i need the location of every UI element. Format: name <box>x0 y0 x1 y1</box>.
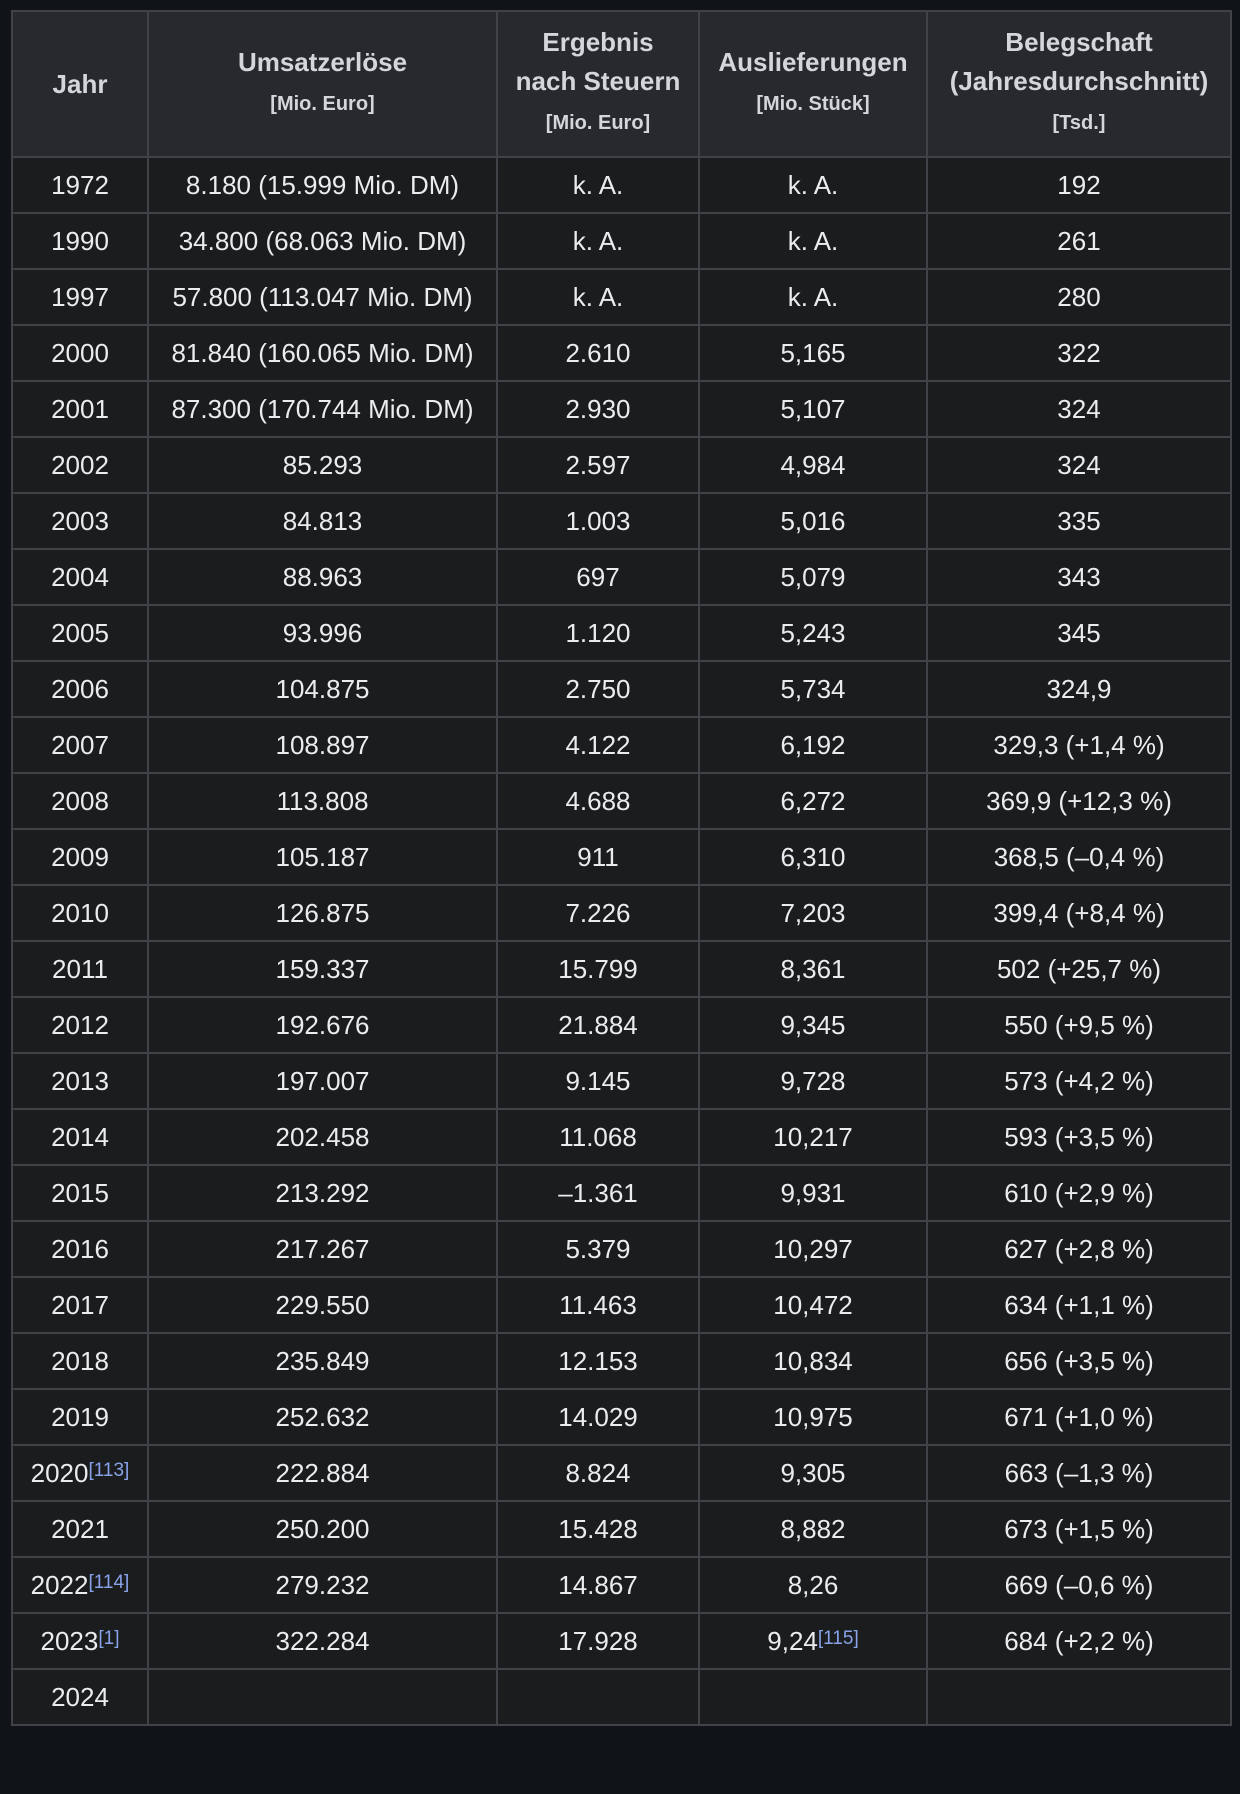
cell-staff: 324 <box>927 437 1231 493</box>
cell-net-income: 7.226 <box>497 885 699 941</box>
table-row <box>12 437 1231 493</box>
cell-revenue: 8.180 (15.999 Mio. DM) <box>148 157 497 213</box>
cell-revenue: 104.875 <box>148 661 497 717</box>
cell-year <box>12 437 148 493</box>
cell-deliveries <box>699 269 927 325</box>
deliveries-value: 5,107 <box>780 393 846 424</box>
year-value: 2003 <box>51 505 109 536</box>
year-value: 2012 <box>51 1009 109 1040</box>
table-row <box>12 493 1231 549</box>
cell-year <box>12 1389 148 1445</box>
deliveries-value: 10,297 <box>773 1233 853 1264</box>
cell-deliveries <box>699 1277 927 1333</box>
cell-deliveries <box>699 1445 927 1501</box>
cell-net-income <box>497 1669 699 1725</box>
cell-year <box>12 941 148 997</box>
year-value: 2015 <box>51 1177 109 1208</box>
cell-staff: 322 <box>927 325 1231 381</box>
cell-year <box>12 157 148 213</box>
cell-net-income: 14.867 <box>497 1557 699 1613</box>
year-value: 2006 <box>51 673 109 704</box>
cell-staff: 669 (–0,6 %) <box>927 1557 1231 1613</box>
year-value: 2002 <box>51 449 109 480</box>
cell-year <box>12 381 148 437</box>
cell-deliveries <box>699 1557 927 1613</box>
year-value: 2016 <box>51 1233 109 1264</box>
year-value: 2000 <box>51 337 109 368</box>
cell-deliveries <box>699 1053 927 1109</box>
cell-revenue: 197.007 <box>148 1053 497 1109</box>
cell-year <box>12 325 148 381</box>
cell-staff: 368,5 (–0,4 %) <box>927 829 1231 885</box>
table-row <box>12 829 1231 885</box>
year-value: 2024 <box>51 1681 109 1712</box>
cell-deliveries <box>699 213 927 269</box>
cell-revenue: 88.963 <box>148 549 497 605</box>
cell-deliveries <box>699 157 927 213</box>
year-value: 1997 <box>51 281 109 312</box>
deliveries-value: 8,26 <box>787 1569 839 1600</box>
header-deliveries-unit: [Mio. Stück] <box>756 92 870 115</box>
cell-deliveries <box>699 885 927 941</box>
table-row <box>12 1333 1231 1389</box>
header-staff-title-line1: Belegschaft <box>1005 27 1153 57</box>
cell-net-income: 12.153 <box>497 1333 699 1389</box>
cell-revenue: 57.800 (113.047 Mio. DM) <box>148 269 497 325</box>
deliveries-value: 9,24 <box>767 1625 818 1656</box>
cell-net-income: 4.122 <box>497 717 699 773</box>
table-row <box>12 157 1231 213</box>
cell-year <box>12 997 148 1053</box>
deliveries-value: 5,243 <box>780 617 846 648</box>
cell-deliveries <box>699 1613 927 1669</box>
cell-revenue: 34.800 (68.063 Mio. DM) <box>148 213 497 269</box>
cell-staff: 335 <box>927 493 1231 549</box>
cell-revenue: 202.458 <box>148 1109 497 1165</box>
deliveries-value: 7,203 <box>780 897 846 928</box>
cell-net-income: 2.597 <box>497 437 699 493</box>
table-row <box>12 269 1231 325</box>
cell-staff: 593 (+3,5 %) <box>927 1109 1231 1165</box>
deliveries-value: 6,192 <box>780 729 846 760</box>
deliveries-value: 10,834 <box>773 1345 853 1376</box>
cell-year <box>12 885 148 941</box>
cell-year <box>12 1053 148 1109</box>
header-staff-unit: [Tsd.] <box>1052 112 1106 134</box>
header-deliveries-title: Auslieferungen <box>718 46 908 77</box>
deliveries-value: 9,728 <box>780 1065 846 1096</box>
cell-net-income: 15.799 <box>497 941 699 997</box>
cell-staff: 673 (+1,5 %) <box>927 1501 1231 1557</box>
cell-revenue: 81.840 (160.065 Mio. DM) <box>148 325 497 381</box>
deliveries-value: 10,975 <box>773 1401 853 1432</box>
cell-deliveries <box>699 1221 927 1277</box>
cell-net-income: 1.003 <box>497 493 699 549</box>
cell-year <box>12 1109 148 1165</box>
table-row <box>12 773 1231 829</box>
cell-year <box>12 1613 148 1669</box>
cell-staff: 684 (+2,2 %) <box>927 1613 1231 1669</box>
cell-staff: 656 (+3,5 %) <box>927 1333 1231 1389</box>
header-net-income-unit: [Mio. Euro] <box>545 112 651 134</box>
deliveries-value: 5,734 <box>780 673 846 704</box>
year-value: 2004 <box>51 561 109 592</box>
cell-revenue: 252.632 <box>148 1389 497 1445</box>
cell-net-income: 911 <box>497 829 699 885</box>
table-row <box>12 1557 1231 1613</box>
reference-link[interactable]: [115] <box>817 1627 859 1649</box>
cell-year <box>12 1221 148 1277</box>
table-row <box>12 1221 1231 1277</box>
cell-net-income: 8.824 <box>497 1445 699 1501</box>
header-revenue <box>148 11 497 157</box>
cell-net-income: 5.379 <box>497 1221 699 1277</box>
cell-year <box>12 605 148 661</box>
cell-staff: 663 (–1,3 %) <box>927 1445 1231 1501</box>
cell-deliveries <box>699 605 927 661</box>
cell-revenue: 250.200 <box>148 1501 497 1557</box>
cell-staff: 550 (+9,5 %) <box>927 997 1231 1053</box>
cell-staff: 324 <box>927 381 1231 437</box>
cell-net-income: k. A. <box>497 269 699 325</box>
cell-deliveries <box>699 717 927 773</box>
year-value: 2009 <box>51 841 109 872</box>
cell-year <box>12 1165 148 1221</box>
year-value: 2017 <box>51 1289 109 1320</box>
cell-staff: 627 (+2,8 %) <box>927 1221 1231 1277</box>
table-body <box>12 157 1231 1725</box>
table-row <box>12 941 1231 997</box>
financial-data-table <box>11 10 1232 1726</box>
deliveries-value: 5,079 <box>780 561 846 592</box>
year-value: 2011 <box>52 953 108 984</box>
cell-net-income: 9.145 <box>497 1053 699 1109</box>
year-value: 2014 <box>51 1121 109 1152</box>
cell-net-income: 2.930 <box>497 381 699 437</box>
cell-year <box>12 717 148 773</box>
cell-net-income: 4.688 <box>497 773 699 829</box>
cell-staff: 329,3 (+1,4 %) <box>927 717 1231 773</box>
table-row <box>12 1277 1231 1333</box>
cell-deliveries <box>699 941 927 997</box>
cell-year <box>12 661 148 717</box>
header-revenue-unit: [Mio. Euro] <box>270 92 375 115</box>
cell-deliveries <box>699 1669 927 1725</box>
deliveries-value: 6,272 <box>780 785 846 816</box>
cell-year <box>12 1669 148 1725</box>
year-value: 2013 <box>51 1065 109 1096</box>
cell-staff: 369,9 (+12,3 %) <box>927 773 1231 829</box>
header-year <box>12 11 148 157</box>
cell-staff: 192 <box>927 157 1231 213</box>
cell-deliveries <box>699 325 927 381</box>
deliveries-value: k. A. <box>787 225 839 256</box>
cell-staff: 634 (+1,1 %) <box>927 1277 1231 1333</box>
cell-year <box>12 549 148 605</box>
cell-year <box>12 1277 148 1333</box>
deliveries-value: k. A. <box>787 169 839 200</box>
table-row <box>12 325 1231 381</box>
deliveries-value: 10,217 <box>773 1121 853 1152</box>
table-row <box>12 1613 1231 1669</box>
table-row <box>12 1165 1231 1221</box>
cell-net-income: 2.750 <box>497 661 699 717</box>
cell-revenue: 93.996 <box>148 605 497 661</box>
deliveries-value: 6,310 <box>780 841 846 872</box>
header-year-title: Jahr <box>52 68 108 99</box>
table-row <box>12 1501 1231 1557</box>
table-row <box>12 213 1231 269</box>
cell-deliveries <box>699 493 927 549</box>
cell-staff: 610 (+2,9 %) <box>927 1165 1231 1221</box>
reference-link[interactable]: [1] <box>98 1627 120 1649</box>
cell-net-income: 15.428 <box>497 1501 699 1557</box>
deliveries-value: 8,882 <box>780 1513 846 1544</box>
deliveries-value: 9,305 <box>780 1457 846 1488</box>
table-row <box>12 549 1231 605</box>
table-row <box>12 1053 1231 1109</box>
table-row <box>12 1109 1231 1165</box>
cell-revenue <box>148 1669 497 1725</box>
cell-staff: 280 <box>927 269 1231 325</box>
cell-revenue: 85.293 <box>148 437 497 493</box>
cell-year <box>12 269 148 325</box>
deliveries-value: 10,472 <box>773 1289 853 1320</box>
cell-staff: 261 <box>927 213 1231 269</box>
cell-year <box>12 1333 148 1389</box>
year-value: 2023 <box>40 1625 99 1656</box>
cell-revenue: 322.284 <box>148 1613 497 1669</box>
cell-year <box>12 493 148 549</box>
cell-net-income: k. A. <box>497 157 699 213</box>
cell-deliveries <box>699 1109 927 1165</box>
cell-revenue: 159.337 <box>148 941 497 997</box>
cell-staff: 343 <box>927 549 1231 605</box>
deliveries-value: 9,931 <box>780 1177 846 1208</box>
cell-staff: 573 (+4,2 %) <box>927 1053 1231 1109</box>
table-row <box>12 661 1231 717</box>
cell-deliveries <box>699 997 927 1053</box>
cell-staff <box>927 1669 1231 1725</box>
deliveries-value: 5,016 <box>780 505 846 536</box>
table-row <box>12 885 1231 941</box>
cell-deliveries <box>699 381 927 437</box>
header-deliveries <box>699 11 927 157</box>
year-value: 1990 <box>51 225 109 256</box>
cell-staff: 345 <box>927 605 1231 661</box>
cell-deliveries <box>699 1501 927 1557</box>
deliveries-value: 9,345 <box>780 1009 846 1040</box>
cell-revenue: 222.884 <box>148 1445 497 1501</box>
cell-net-income: 1.120 <box>497 605 699 661</box>
cell-deliveries <box>699 549 927 605</box>
header-row <box>12 11 1231 157</box>
year-value: 2005 <box>51 617 109 648</box>
cell-deliveries <box>699 773 927 829</box>
cell-net-income: 21.884 <box>497 997 699 1053</box>
cell-year <box>12 213 148 269</box>
cell-net-income: 17.928 <box>497 1613 699 1669</box>
deliveries-value: 8,361 <box>780 953 846 984</box>
cell-net-income: 2.610 <box>497 325 699 381</box>
cell-revenue: 113.808 <box>148 773 497 829</box>
cell-revenue: 87.300 (170.744 Mio. DM) <box>148 381 497 437</box>
cell-net-income: 14.029 <box>497 1389 699 1445</box>
table-row <box>12 717 1231 773</box>
year-value: 2001 <box>51 393 109 424</box>
header-staff-title-line2: (Jahresdurchschnitt) <box>949 66 1209 96</box>
cell-deliveries <box>699 661 927 717</box>
year-value: 2007 <box>51 729 109 760</box>
cell-deliveries <box>699 1389 927 1445</box>
cell-deliveries <box>699 1333 927 1389</box>
table-row <box>12 605 1231 661</box>
cell-revenue: 279.232 <box>148 1557 497 1613</box>
year-value: 1972 <box>51 169 109 200</box>
cell-revenue: 213.292 <box>148 1165 497 1221</box>
cell-revenue: 235.849 <box>148 1333 497 1389</box>
cell-staff: 671 (+1,0 %) <box>927 1389 1231 1445</box>
cell-year <box>12 829 148 885</box>
reference-link[interactable]: [114] <box>88 1571 130 1593</box>
header-net-income-title-line1: Ergebnis <box>542 27 654 57</box>
cell-deliveries <box>699 1165 927 1221</box>
table-row <box>12 1669 1231 1725</box>
header-net-income-title-line2: nach Steuern <box>515 66 681 96</box>
cell-deliveries <box>699 437 927 493</box>
year-value: 2021 <box>51 1513 109 1544</box>
deliveries-value: k. A. <box>787 281 839 312</box>
cell-revenue: 105.187 <box>148 829 497 885</box>
cell-net-income: 697 <box>497 549 699 605</box>
cell-staff: 324,9 <box>927 661 1231 717</box>
cell-net-income: k. A. <box>497 213 699 269</box>
reference-link[interactable]: [113] <box>88 1459 130 1481</box>
cell-net-income: 11.068 <box>497 1109 699 1165</box>
cell-revenue: 84.813 <box>148 493 497 549</box>
year-value: 2019 <box>51 1401 109 1432</box>
cell-revenue: 126.875 <box>148 885 497 941</box>
cell-revenue: 108.897 <box>148 717 497 773</box>
cell-net-income: –1.361 <box>497 1165 699 1221</box>
cell-revenue: 192.676 <box>148 997 497 1053</box>
year-value: 2010 <box>51 897 109 928</box>
year-value: 2020 <box>30 1457 89 1488</box>
cell-staff: 502 (+25,7 %) <box>927 941 1231 997</box>
year-value: 2022 <box>30 1569 89 1600</box>
header-net-income <box>497 11 699 157</box>
table-row <box>12 997 1231 1053</box>
header-revenue-title: Umsatzerlöse <box>237 46 408 77</box>
table-row <box>12 1389 1231 1445</box>
cell-deliveries <box>699 829 927 885</box>
cell-net-income: 11.463 <box>497 1277 699 1333</box>
cell-year <box>12 1445 148 1501</box>
year-value: 2018 <box>51 1345 109 1376</box>
deliveries-value: 5,165 <box>780 337 846 368</box>
cell-year <box>12 1501 148 1557</box>
table-row <box>12 381 1231 437</box>
table-row <box>12 1445 1231 1501</box>
year-value: 2008 <box>51 785 109 816</box>
cell-year <box>12 773 148 829</box>
cell-revenue: 217.267 <box>148 1221 497 1277</box>
cell-revenue: 229.550 <box>148 1277 497 1333</box>
deliveries-value: 4,984 <box>780 449 846 480</box>
cell-staff: 399,4 (+8,4 %) <box>927 885 1231 941</box>
header-staff <box>927 11 1231 157</box>
cell-year <box>12 1557 148 1613</box>
